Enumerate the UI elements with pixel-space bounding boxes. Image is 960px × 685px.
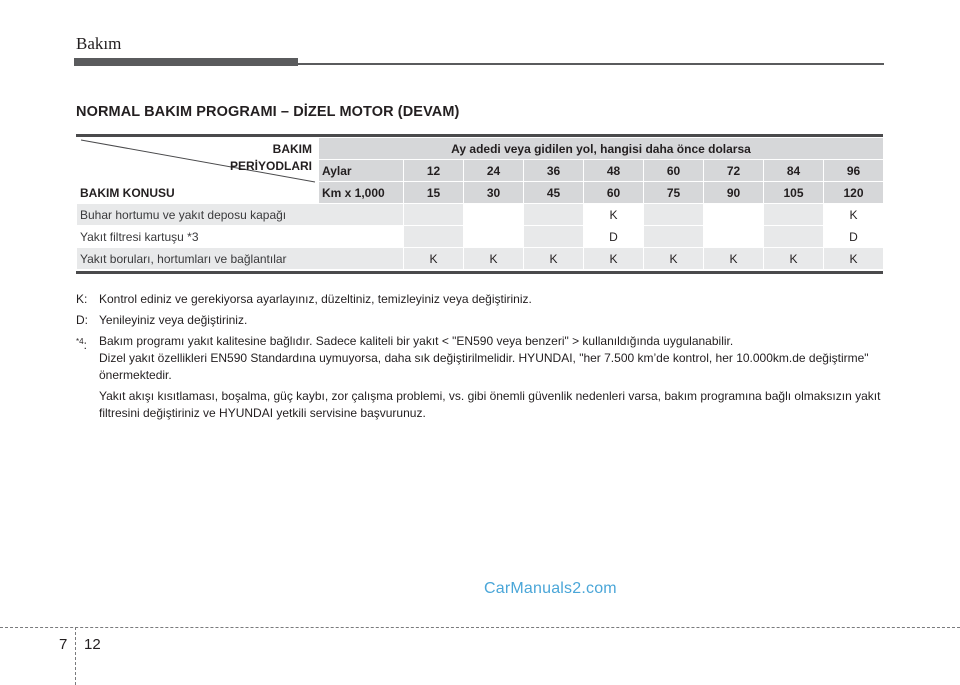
month-cell: 72: [704, 160, 764, 182]
month-cell: 24: [464, 160, 524, 182]
km-cell: 60: [584, 182, 644, 204]
month-cell: 96: [824, 160, 884, 182]
schedule-cell: [764, 226, 824, 248]
schedule-cell: [404, 226, 464, 248]
schedule-cell: [644, 204, 704, 226]
footnotes: [76, 291, 888, 422]
table-bottom-rule: [76, 271, 883, 274]
schedule-cell: [524, 204, 584, 226]
month-cell: 36: [524, 160, 584, 182]
note-key: D:: [76, 313, 88, 327]
note-text: Yenileyiniz veya değiştiriniz.: [99, 313, 248, 327]
note-text: Yakıt akışı kısıtlaması, boşalma, güç kaybı, zor çalışma problemi, vs. gibi önemli güvenlik nedenleri varsa, bakım programına bağlı olmaksızın yakıt filtresini değiştiriniz ve HYUNDAI yetkili servisine başvurunuz.: [99, 389, 881, 420]
note-key: K:: [76, 292, 88, 306]
km-cell: 75: [644, 182, 704, 204]
schedule-cell: K: [404, 248, 464, 270]
schedule-cell: [464, 226, 524, 248]
schedule-cell: D: [584, 226, 644, 248]
note-k: [76, 291, 888, 308]
footer-rule: [0, 627, 960, 628]
schedule-cell: [704, 204, 764, 226]
month-cell: 12: [404, 160, 464, 182]
section-title: NORMAL BAKIM PROGRAMI – DİZEL MOTOR (DEVAM): [76, 104, 460, 120]
schedule-cell: D: [824, 226, 884, 248]
km-cell: 15: [404, 182, 464, 204]
month-cell: 48: [584, 160, 644, 182]
schedule-cell: K: [704, 248, 764, 270]
note-star4: [76, 333, 888, 422]
month-cell: 84: [764, 160, 824, 182]
months-label: Aylar: [319, 160, 404, 182]
schedule-cell: K: [584, 248, 644, 270]
table-corner-cell: [77, 138, 319, 204]
km-cell: 90: [704, 182, 764, 204]
row-item-label: Yakıt filtresi kartuşu *3: [77, 226, 404, 248]
km-cell: 30: [464, 182, 524, 204]
km-cell: 45: [524, 182, 584, 204]
row-item-label: Buhar hortumu ve yakıt deposu kapağı: [77, 204, 404, 226]
schedule-cell: [404, 204, 464, 226]
chapter-number: 7: [59, 636, 68, 653]
watermark-link[interactable]: CarManuals2.com: [484, 580, 617, 597]
table-row: [77, 248, 884, 270]
note-text: Kontrol ediniz ve gerekiyorsa ayarlayınız, düzeltiniz, temizleyiniz veya değiştiriniz.: [99, 292, 532, 306]
km-label: Km x 1,000: [319, 182, 404, 204]
table-row: [77, 204, 884, 226]
note-key: $^{*4}$:: [76, 337, 87, 352]
schedule-cell: K: [584, 204, 644, 226]
corner-periods-label: BAKIM PERİYODLARI: [229, 142, 312, 173]
footer-divider: [75, 627, 76, 685]
corner-item-label: BAKIM KONUSU: [80, 186, 175, 200]
month-cell: 60: [644, 160, 704, 182]
schedule-cell: K: [824, 248, 884, 270]
header-bar: [74, 58, 298, 66]
note-d: [76, 312, 888, 329]
schedule-cell: [704, 226, 764, 248]
note-text: Bakım programı yakıt kalitesine bağlıdır. Sadece kaliteli bir yakıt < "EN590 veya benzeri" > kullanıldığında uygulanabilir.: [99, 334, 734, 348]
note-text: Dizel yakıt özellikleri EN590 Standardına uymuyorsa, daha sık değiştirilmelidir. HYUNDAI, "her 7.500 km’de kontrol, her 10.000km.de değiştirme" önermektedir.: [99, 351, 869, 382]
schedule-cell: K: [764, 248, 824, 270]
running-header: Bakım: [76, 34, 122, 53]
schedule-cell: K: [524, 248, 584, 270]
schedule-cell: K: [824, 204, 884, 226]
schedule-cell: [464, 204, 524, 226]
schedule-cell: K: [464, 248, 524, 270]
schedule-cell: [524, 226, 584, 248]
schedule-cell: [764, 204, 824, 226]
row-item-label: Yakıt boruları, hortumları ve bağlantılar: [77, 248, 404, 270]
km-cell: 120: [824, 182, 884, 204]
km-cell: 105: [764, 182, 824, 204]
header-rule: [298, 63, 884, 65]
table-row: [77, 226, 884, 248]
span-header: Ay adedi veya gidilen yol, hangisi daha önce dolarsa: [319, 138, 884, 160]
schedule-cell: [644, 226, 704, 248]
page-number: 12: [84, 636, 101, 653]
schedule-cell: K: [644, 248, 704, 270]
